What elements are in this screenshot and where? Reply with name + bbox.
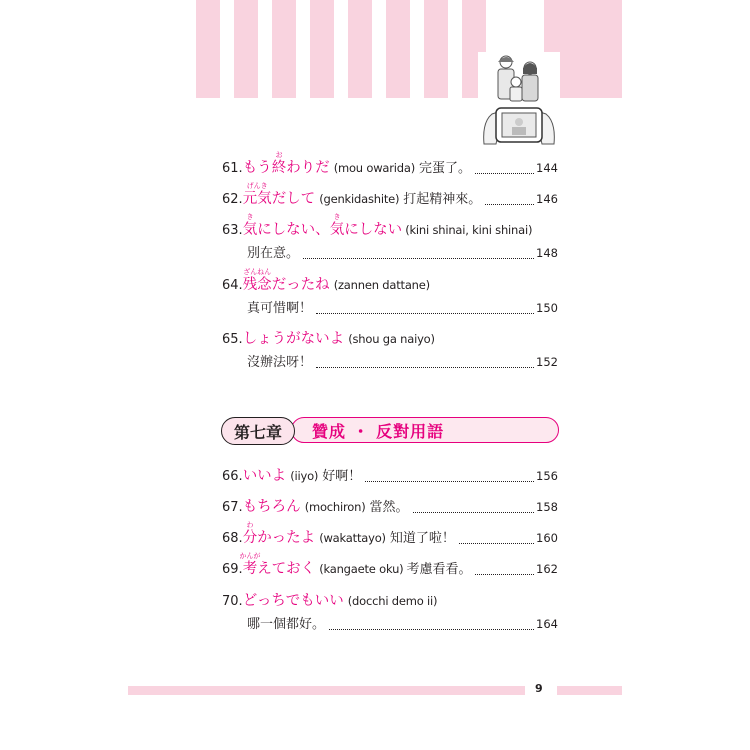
chapter-label: 第七章 bbox=[221, 417, 295, 445]
leader-dots bbox=[316, 313, 534, 314]
entry-page: 144 bbox=[536, 161, 558, 175]
entry-chinese: 當然。 bbox=[369, 500, 409, 515]
entry-romaji: (mou owarida) bbox=[333, 161, 416, 175]
entry-page: 162 bbox=[536, 562, 558, 576]
entry-number: 63. bbox=[222, 223, 243, 238]
toc-entry-64[interactable] bbox=[222, 268, 558, 318]
entry-page: 150 bbox=[536, 301, 558, 315]
toc-entry-68[interactable] bbox=[222, 521, 558, 548]
leader-dots bbox=[485, 204, 534, 205]
leader-dots bbox=[303, 258, 534, 259]
entry-number: 70. bbox=[222, 594, 243, 609]
toc-entry-70[interactable] bbox=[222, 592, 558, 634]
footer-bar-right bbox=[557, 686, 622, 695]
entry-japanese: もちろん bbox=[242, 499, 301, 515]
leader-dots bbox=[459, 543, 534, 544]
entry-romaji: (shou ga naiyo) bbox=[348, 332, 435, 346]
entry-number: 69. bbox=[222, 562, 243, 577]
entry-japanese: 気 き にしない、気 き にしない bbox=[242, 213, 403, 238]
entry-page: 160 bbox=[536, 531, 558, 545]
family-illustration bbox=[478, 52, 560, 152]
entry-number: 65. bbox=[222, 332, 243, 347]
entry-romaji: (zannen dattane) bbox=[333, 278, 430, 292]
entry-romaji: (wakattayo) bbox=[319, 531, 386, 545]
entry-japanese: 元気 げんき だして bbox=[242, 182, 316, 207]
leader-dots bbox=[316, 367, 534, 368]
entry-number: 66. bbox=[222, 469, 243, 484]
entry-number: 68. bbox=[222, 531, 243, 546]
entry-chinese: 打起精神來。 bbox=[403, 192, 482, 207]
entry-chinese: 知道了啦！ bbox=[389, 531, 455, 546]
entry-page: 152 bbox=[536, 355, 558, 369]
chapter-heading[interactable] bbox=[221, 417, 559, 445]
entry-japanese: どっちでもいい bbox=[242, 593, 344, 609]
entry-page: 148 bbox=[536, 246, 558, 260]
leader-dots bbox=[475, 173, 534, 174]
entry-romaji: (docchi demo ii) bbox=[347, 594, 438, 608]
toc-entry-61[interactable] bbox=[222, 151, 558, 178]
leader-dots bbox=[329, 629, 534, 630]
entry-romaji: (iiyo) bbox=[290, 469, 319, 483]
entry-number: 62. bbox=[222, 192, 243, 207]
toc-entry-65[interactable] bbox=[222, 330, 558, 372]
page-number: 9 bbox=[535, 682, 543, 695]
entry-chinese: 別在意。 bbox=[247, 246, 300, 261]
entry-romaji: (kini shinai, kini shinai) bbox=[405, 223, 533, 237]
leader-dots bbox=[413, 512, 535, 513]
entry-page: 158 bbox=[536, 500, 558, 514]
entry-chinese: 哪一個都好。 bbox=[247, 617, 326, 632]
toc-entry-62[interactable] bbox=[222, 182, 558, 209]
footer-bar bbox=[128, 686, 525, 695]
entry-romaji: (mochiron) bbox=[304, 500, 366, 514]
toc-entry-67[interactable] bbox=[222, 498, 558, 517]
entry-chinese: 真可惜啊！ bbox=[247, 301, 313, 316]
entry-japanese: 残念 ざんねん だったね bbox=[242, 268, 330, 293]
entry-number: 64. bbox=[222, 278, 243, 293]
toc-entry-63[interactable] bbox=[222, 213, 558, 263]
chapter-title: 贊成 ・ 反對用語 bbox=[291, 417, 559, 443]
entry-japanese: 考 かんが えておく bbox=[239, 552, 316, 577]
entry-chinese: 好啊！ bbox=[322, 469, 362, 484]
entry-number: 61. bbox=[222, 161, 243, 176]
toc-entry-69[interactable] bbox=[222, 552, 558, 579]
entry-page: 146 bbox=[536, 192, 558, 206]
entry-chinese: 沒辦法呀！ bbox=[247, 355, 313, 370]
entry-page: 156 bbox=[536, 469, 558, 483]
entry-chinese: 完蛋了。 bbox=[419, 161, 472, 176]
toc-entry-66[interactable] bbox=[222, 467, 558, 486]
entry-chinese: 考慮看看。 bbox=[406, 562, 472, 577]
entry-number: 67. bbox=[222, 500, 243, 515]
entry-romaji: (genkidashite) bbox=[319, 192, 400, 206]
entry-japanese: もう終 お わりだ bbox=[242, 151, 330, 176]
entry-romaji: (kangaete oku) bbox=[319, 562, 404, 576]
leader-dots bbox=[475, 574, 534, 575]
entry-japanese: 分 わ かったよ bbox=[242, 521, 316, 546]
leader-dots bbox=[365, 481, 534, 482]
entry-japanese: いいよ bbox=[242, 468, 287, 484]
entry-page: 164 bbox=[536, 617, 558, 631]
entry-japanese: しょうがないよ bbox=[242, 331, 345, 347]
